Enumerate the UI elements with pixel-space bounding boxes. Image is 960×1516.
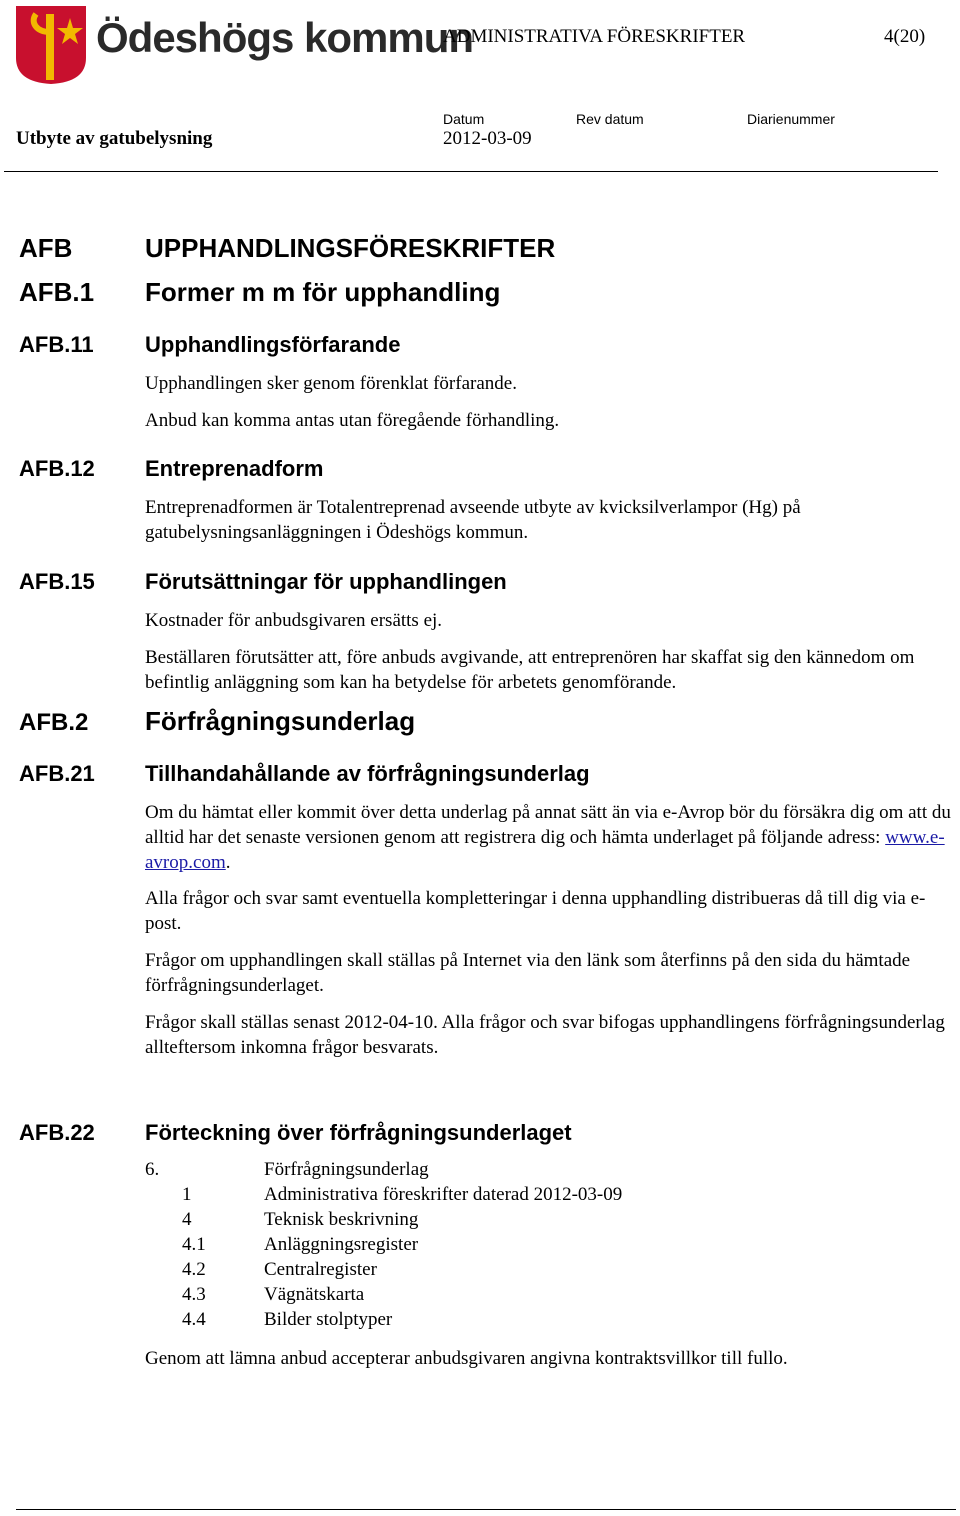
list-item-text: Anläggningsregister: [264, 1234, 419, 1255]
paragraph: Frågor om upphandlingen skall ställas på Internet via den länk som återfinns på den sida du hämtade förfrågningsunderlaget.: [145, 950, 911, 996]
section-title-afb1: Former m m för upphandling: [145, 277, 501, 307]
section-code-afb2: AFB.2: [19, 709, 89, 736]
section-title-afb15: Förutsättningar för upphandlingen: [145, 569, 507, 594]
section-title-afb11: Upphandlingsförfarande: [145, 332, 401, 357]
list-item-text: Administrativa föreskrifter daterad 2012-03-09: [264, 1184, 623, 1205]
paragraph: Anbud kan komma antas utan föregående förhandling.: [145, 410, 560, 431]
list-item-text: Teknisk beskrivning: [264, 1209, 419, 1230]
list-item-text: Vägnätskarta: [264, 1284, 365, 1305]
section-code-afb11: AFB.11: [19, 332, 94, 357]
section-title-afb2: Förfrågningsunderlag: [145, 706, 416, 736]
paragraph: Kostnader för anbudsgivaren ersätts ej.: [145, 610, 443, 631]
paragraph: Beställaren förutsätter att, före anbuds avgivande, att entreprenören har skaffat sig den kännedom om befintlig anläggning som kan ha betydelse för arbetets genomförande.: [145, 647, 915, 693]
section-code-afb: AFB: [19, 233, 73, 263]
list-item-number: 4.2: [182, 1259, 206, 1280]
paragraph: Alla frågor och svar samt eventuella kompletteringar i denna upphandling distribueras då till dig via e-post.: [145, 888, 926, 934]
list-item-number: 4.1: [182, 1234, 206, 1255]
document-date: 2012-03-09: [443, 128, 532, 149]
paragraph: Entreprenadformen är Totalentreprenad avseende utbyte av kvicksilverlampor (Hg) på gatubelysningsanläggningen i Ödeshögs kommun.: [145, 497, 801, 543]
section-code-afb22: AFB.22: [19, 1120, 95, 1145]
section-code-afb15: AFB.15: [19, 569, 95, 594]
rev-date-label: Rev datum: [576, 111, 644, 127]
section-code-afb1: AFB.1: [19, 277, 95, 307]
list-item-text: Centralregister: [264, 1259, 377, 1280]
section-title-afb12: Entreprenadform: [145, 456, 324, 481]
paragraph: Upphandlingen sker genom förenklat förfarande.: [145, 373, 517, 394]
section-title-afb: UPPHANDLINGSFÖRESKRIFTER: [145, 233, 556, 263]
section-code-afb12: AFB.12: [19, 456, 95, 481]
date-label: Datum: [443, 111, 485, 127]
list-item-text: Bilder stolptyper: [264, 1309, 393, 1330]
list-header-number: 6.: [145, 1159, 160, 1180]
section-code-afb21: AFB.21: [19, 761, 95, 786]
list-item-number: 4: [182, 1209, 192, 1230]
document-type: ADMINISTRATIVA FÖRESKRIFTER: [443, 26, 746, 47]
document-subject: Utbyte av gatubelysning: [16, 128, 213, 149]
paragraph: Om du hämtat eller kommit över detta underlag på annat sätt än via e-Avrop bör du försäkra dig om att du alltid har det senaste versionen genom att registrera dig och hämta underlaget på följande adress: www.e-avrop.com.: [145, 802, 951, 873]
paragraph: Frågor skall ställas senast 2012-04-10. Alla frågor och svar bifogas upphandlingens förfrågningsunderlag allteftersom inkomna frågor besvarats.: [145, 1012, 945, 1058]
e-avrop-link[interactable]: www.e-avrop.com: [145, 827, 945, 873]
paragraph: Genom att lämna anbud accepterar anbudsgivaren angivna kontraktsvillkor till fullo.: [145, 1348, 788, 1369]
section-title-afb22: Förteckning över förfrågningsunderlaget: [145, 1120, 572, 1145]
list-header-text: Förfrågningsunderlag: [264, 1159, 429, 1180]
footer-divider: [16, 1509, 956, 1510]
municipality-logo: [14, 2, 88, 86]
section-title-afb21: Tillhandahållande av förfrågningsunderlag: [145, 761, 590, 786]
brand-name: Ödeshögs kommun: [96, 14, 474, 61]
list-item-number: 4.3: [182, 1284, 206, 1305]
list-item-number: 4.4: [182, 1309, 206, 1330]
page-number: 4(20): [884, 26, 926, 47]
registration-number-label: Diarienummer: [747, 111, 835, 127]
header-divider: [4, 171, 938, 172]
list-item-number: 1: [182, 1184, 192, 1205]
